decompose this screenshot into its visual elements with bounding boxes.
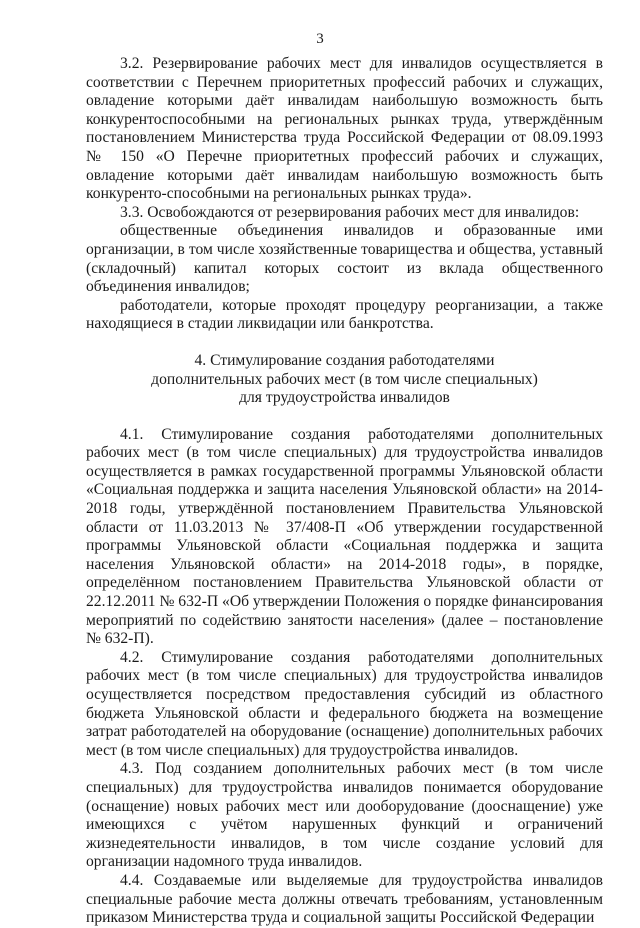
paragraph-3-3: 3.3. Освобождаются от резервирования рабочих мест для инвалидов: (120, 203, 580, 221)
document-body (86, 55, 603, 928)
paragraph-3-3-item-2: работодатели, которые проходят процедуру реорганизации, а также находящиеся в стадии ликвидации или банкротства. (86, 296, 603, 333)
paragraph-4-2: 4.2. Стимулирование создания работодателями дополнительных рабочих мест (в том числе специальных) для трудоустройства инвалидов осуществляется посредством предоставления субсидий из областного бюджета Ульяновской области и федерального бюджета на возмещение затрат работодателей на оборудование (оснащение) дополнительных рабочих мест (в том числе специальных) для трудоустройства инвалидов. (86, 648, 603, 759)
paragraph-3-3-item-1: общественные объединения инвалидов и образованные ими организации, в том числе хозяйственные товарищества и общества, уставный (складочный) капитал которых состоит из вклада общественного объединения инвалидов; (86, 222, 603, 296)
paragraph-4-4: 4.4. Создаваемые или выделяемые для трудоустройства инвалидов специальные рабочие места должны отвечать требованиям, установленным приказом Министерства труда и социальной защиты Российской Федерации (86, 871, 603, 927)
section-4-heading-line-1: 4. Стимулирование создания работодателями (194, 351, 495, 369)
paragraph-3-2: 3.2. Резервирование рабочих мест для инвалидов осуществляется в соответствии с Перечнем приоритетных профессий рабочих и служащих, овладение которыми даёт инвалидам наибольшую возможность быть конкурентоспособными на региональных рынках труда, утверждённым постановлением Министерства труда Российской Федерации от 08.09.1993 № 150 «О Перечне приоритетных профессий рабочих и служащих, овладение которыми даёт инвалидам наибольшую возможность быть конкуренто-способными на региональных рынках труда». (86, 55, 603, 203)
section-4-heading-line-3: для трудоустройства инвалидов (239, 389, 450, 407)
page-number: 3 (316, 31, 324, 47)
section-4-heading (86, 352, 603, 408)
paragraph-4-3: 4.3. Под созданием дополнительных рабочих мест (в том числе специальных) для трудоустройства инвалидов понимается оборудование (оснащение) новых рабочих мест или дооборудование (дооснащение) уже имеющихся с учётом нарушенных функций и ограничений жизнедеятельности инвалидов, в том числе создание условий для организации надомного труда инвалидов. (86, 760, 603, 871)
paragraph-4-1: 4.1. Стимулирование создания работодателями дополнительных рабочих мест (в том числе специальных) для трудоустройства инвалидов осуществляется в рамках государственной программы Ульяновской области «Социальная поддержка и защита населения Ульяновской области» на 2014-2018 годы, утверждённой постановлением Правительства Ульяновской области от 11.03.2013 № 37/408-П «Об утверждении государственной программы Ульяновской области «Социальная поддержка и защита населения Ульяновской области» на 2014-2018 годы», в порядке, определённом постановлением Правительства Ульяновской области от 22.12.2011 № 632-П «Об утверждении Положения о порядке финансирования мероприятий по содействию занятости населения» (далее – постановление № 632-П). (86, 425, 603, 648)
section-4-heading-line-2: дополнительных рабочих мест (в том числе специальных) (151, 370, 538, 388)
